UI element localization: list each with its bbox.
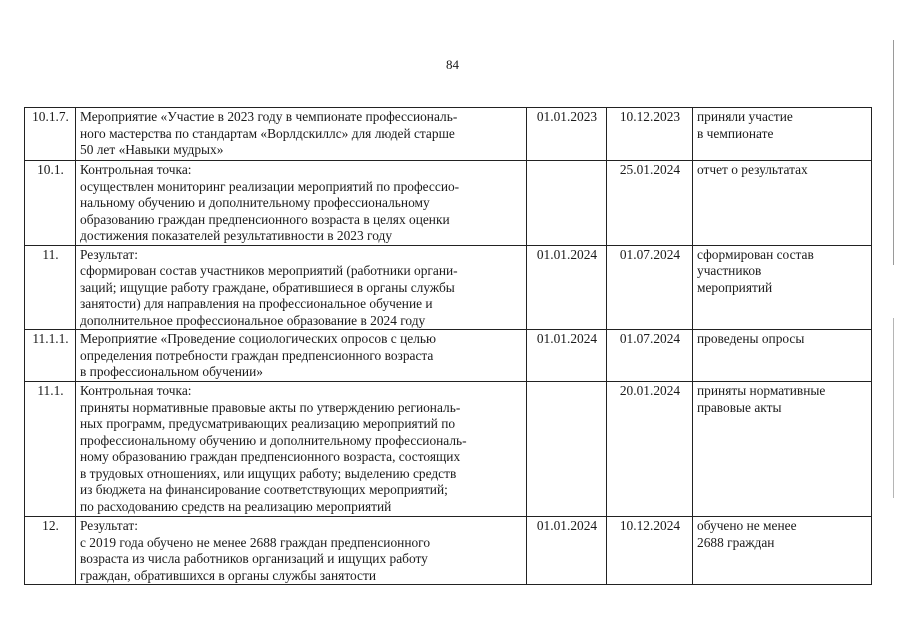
result-line: участников (697, 263, 762, 278)
description-line: ного мастерства по стандартам «Ворлдскиллс» для людей старше (80, 125, 455, 141)
row-description (76, 517, 527, 585)
row-number: 10.1.7. (25, 108, 76, 161)
description-line: в профессиональном обучении» (80, 364, 263, 379)
row-result (693, 161, 872, 246)
row-result (693, 330, 872, 382)
end-date: 10.12.2023 (607, 108, 693, 161)
description-line: Результат: (80, 518, 138, 533)
row-result (693, 517, 872, 585)
table-row (25, 382, 872, 517)
plan-table-body (25, 108, 872, 585)
description-line: ных программ, предусматривающих реализацию мероприятий по (80, 416, 456, 431)
table-row (25, 517, 872, 585)
description-line: Результат: (80, 246, 138, 262)
description-line: ному образованию граждан предпенсионного возраста, состоящих (80, 449, 461, 464)
row-number: 10.1. (25, 161, 76, 246)
row-result (693, 245, 872, 330)
description-line: занятости) для направления на профессиональное обучение и (80, 296, 433, 311)
result-line: приняты нормативные (697, 383, 826, 398)
start-date: 01.01.2024 (527, 245, 607, 330)
row-description (76, 245, 527, 330)
table-row (25, 108, 872, 161)
description-line: Мероприятие «Участие в 2023 году в чемпионате профессиональ- (80, 109, 458, 124)
description-line: дополнительное профессиональное образование в 2024 году (80, 312, 426, 328)
description-line: профессиональному обучению и дополнительному профессиональ- (80, 432, 467, 448)
result-line: приняли участие (697, 109, 793, 124)
end-date: 01.07.2024 (607, 245, 693, 330)
page-number: 84 (446, 57, 459, 72)
row-description (76, 108, 527, 161)
description-line: образованию граждан предпенсионного возраста в целях оценки (80, 211, 450, 227)
description-line: нальному обучению и дополнительному профессиональному (80, 195, 430, 210)
description-line: Контрольная точка: (80, 383, 192, 398)
row-description (76, 161, 527, 246)
plan-table (24, 107, 872, 585)
start-date: 01.01.2023 (527, 108, 607, 161)
row-number: 11. (25, 245, 76, 330)
description-line: определения потребности граждан предпенсионного возраста (80, 347, 434, 363)
result-line: сформирован состав (697, 246, 814, 262)
description-line: достижения показателей результативности в 2023 году (80, 228, 393, 243)
start-date: 01.01.2024 (527, 330, 607, 382)
row-result (693, 382, 872, 517)
table-row (25, 245, 872, 330)
description-line: по расходованию средств на реализацию мероприятий (80, 498, 392, 514)
start-date (527, 161, 607, 246)
result-line: 2688 граждан (697, 534, 775, 550)
end-date: 25.01.2024 (607, 161, 693, 246)
description-line: с 2019 года обучено не менее 2688 граждан предпенсионного (80, 534, 431, 550)
scan-edge-mark-lower (893, 318, 894, 498)
description-line: осуществлен мониторинг реализации мероприятий по профессио- (80, 178, 460, 194)
table-row (25, 161, 872, 246)
description-line: возраста из числа работников организаций и ищущих работу (80, 551, 428, 566)
end-date: 10.12.2024 (607, 517, 693, 585)
result-line: обучено не менее (697, 518, 797, 533)
table-row (25, 330, 872, 382)
result-line: правовые акты (697, 399, 782, 415)
description-line: сформирован состав участников мероприятий (работники органи- (80, 263, 458, 278)
result-line: в чемпионате (697, 125, 774, 141)
row-description (76, 330, 527, 382)
description-line: в трудовых отношениях, или ищущих работу; выделению средств (80, 465, 457, 481)
description-line: граждан, обратившихся в органы службы занятости (80, 567, 376, 583)
result-line: мероприятий (697, 279, 773, 295)
scan-edge-mark (893, 40, 894, 265)
row-result (693, 108, 872, 161)
start-date: 01.01.2024 (527, 517, 607, 585)
description-line: из бюджета на финансирование соответствующих мероприятий; (80, 482, 448, 497)
description-line: 50 лет «Навыки мудрых» (80, 142, 224, 157)
row-number: 12. (25, 517, 76, 585)
start-date (527, 382, 607, 517)
row-number: 11.1. (25, 382, 76, 517)
description-line: приняты нормативные правовые акты по утверждению региональ- (80, 399, 461, 415)
row-description (76, 382, 527, 517)
description-line: заций; ищущие работу граждане, обратившиеся в органы службы (80, 279, 455, 295)
result-line: отчет о результатах (697, 162, 808, 177)
end-date: 01.07.2024 (607, 330, 693, 382)
description-line: Контрольная точка: (80, 162, 192, 177)
row-number: 11.1.1. (25, 330, 76, 382)
result-line: проведены опросы (697, 331, 805, 346)
end-date: 20.01.2024 (607, 382, 693, 517)
description-line: Мероприятие «Проведение социологических опросов с целью (80, 331, 436, 346)
